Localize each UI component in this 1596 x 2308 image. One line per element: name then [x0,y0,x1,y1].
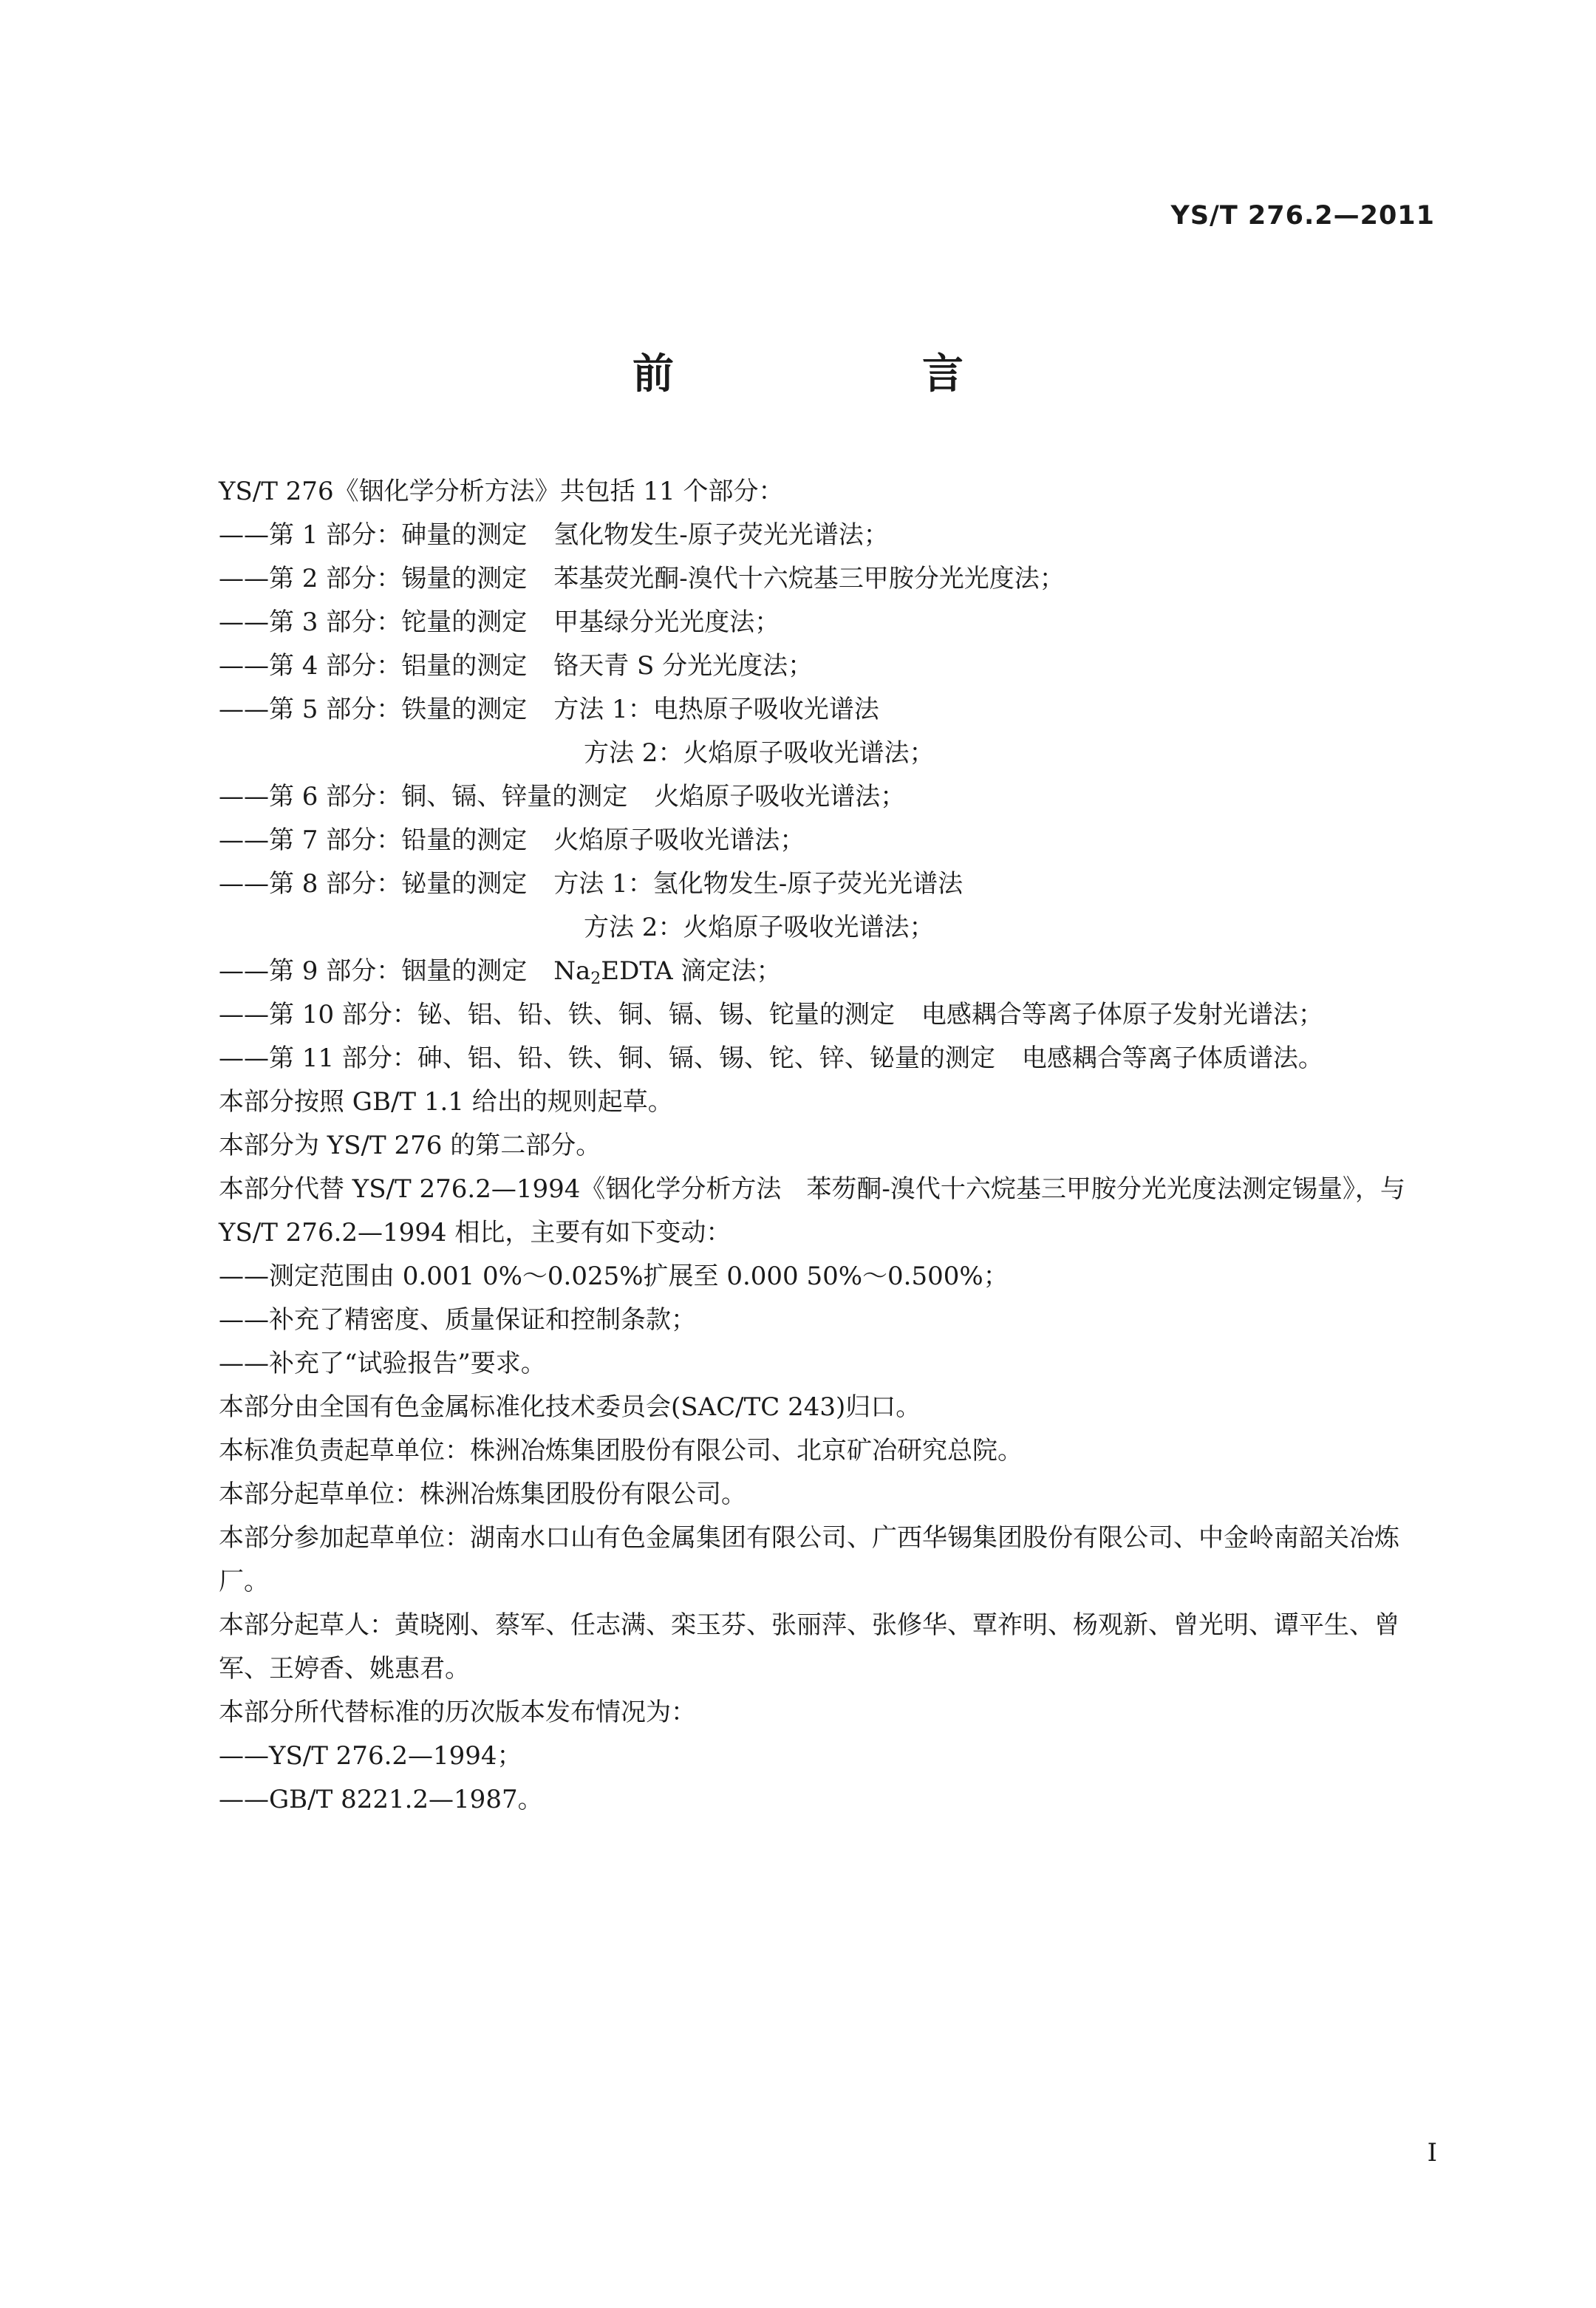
list-item-part-11: ——第 11 部分：砷、铝、铅、铁、铜、镉、锡、铊、锌、铋量的测定 电感耦合等离子体质谱法。 [219,1044,1323,1073]
list-item-part-6: ——第 6 部分：铜、镉、锌量的测定 火焰原子吸收光谱法； [219,782,906,811]
history-intro-paragraph: 本部分所代替标准的历次版本发布情况为： [219,1698,696,1727]
part-of-paragraph: 本部分为 YS/T 276 的第二部分。 [219,1131,601,1160]
list-item-part-2: ——第 2 部分：锡量的测定 苯基荧光酮-溴代十六烷基三甲胺分光光度法； [219,564,1065,593]
history-item-2: ——GB/T 8221.2—1987。 [219,1785,543,1814]
list-item-part-5: ——第 5 部分：铁量的测定 方法 1：电热原子吸收光谱法 [219,695,879,724]
replace-paragraph: 本部分代替 YS/T 276.2—1994《铟化学分析方法 苯芴酮-溴代十六烷基三甲胺分光光度法测定锡量》，与 YS/T 276.2—1994 相比，主要有如下变动： [219,1174,1405,1247]
page-number: I [1427,2138,1437,2168]
change-item-2: ——补充了精密度、质量保证和控制条款； [219,1305,696,1335]
drafting-rule-paragraph: 本部分按照 GB/T 1.1 给出的规则起草。 [219,1087,673,1117]
drafters-paragraph: 本部分起草人：黄晓刚、蔡军、任志满、栾玉芬、张丽萍、张修华、覃祚明、杨观新、曾光明、谭平生、曾军、王婷香、姚惠君。 [219,1610,1399,1684]
page-title: 前 言 [632,350,1067,398]
change-item-1: ——测定范围由 0.001 0%～0.025%扩展至 0.000 50%～0.500%； [219,1262,1009,1291]
list-item-part-4: ——第 4 部分：铝量的测定 铬天青 S 分光光度法； [219,651,814,681]
list-item-part-3: ——第 3 部分：铊量的测定 甲基绿分光光度法； [219,607,780,637]
participating-units-paragraph: 本部分参加起草单位：湖南水口山有色金属集团有限公司、广西华锡集团股份有限公司、中金岭南韶关冶炼厂。 [219,1523,1399,1596]
list-item-part-8: ——第 8 部分：铋量的测定 方法 1：氢化物发生-原子荧光光谱法 [219,869,964,899]
list-item-part-10: ——第 10 部分：铋、铝、铅、铁、铜、镉、锡、铊量的测定 电感耦合等离子体原子发射光谱法； [219,1000,1323,1029]
standard-code: YS/T 276.2—2011 [1170,201,1435,231]
change-item-3: ——补充了“试验报告”要求。 [219,1349,546,1378]
foreword-body [168,470,1443,1822]
list-item-part-7: ——第 7 部分：铅量的测定 火焰原子吸收光谱法； [219,825,805,855]
list-item-part-1: ——第 1 部分：砷量的测定 氢化物发生-原子荧光光谱法； [219,520,889,550]
intro-paragraph: YS/T 276《铟化学分析方法》共包括 11 个部分： [219,477,784,506]
committee-paragraph: 本部分由全国有色金属标准化技术委员会(SAC/TC 243)归口。 [219,1392,921,1422]
list-item-part-5-method-2: 方法 2：火焰原子吸收光谱法； [584,738,935,768]
responsible-unit-paragraph: 本标准负责起草单位：株洲冶炼集团股份有限公司、北京矿冶研究总院。 [219,1436,1023,1466]
history-item-1: ——YS/T 276.2—1994； [219,1741,522,1771]
list-item-part-9: ——第 9 部分：铟量的测定 $Na_2EDTA$ 滴定法； [219,956,782,988]
drafting-unit-paragraph: 本部分起草单位：株洲冶炼集团股份有限公司。 [219,1480,746,1509]
list-item-part-8-method-2: 方法 2：火焰原子吸收光谱法； [584,913,935,942]
